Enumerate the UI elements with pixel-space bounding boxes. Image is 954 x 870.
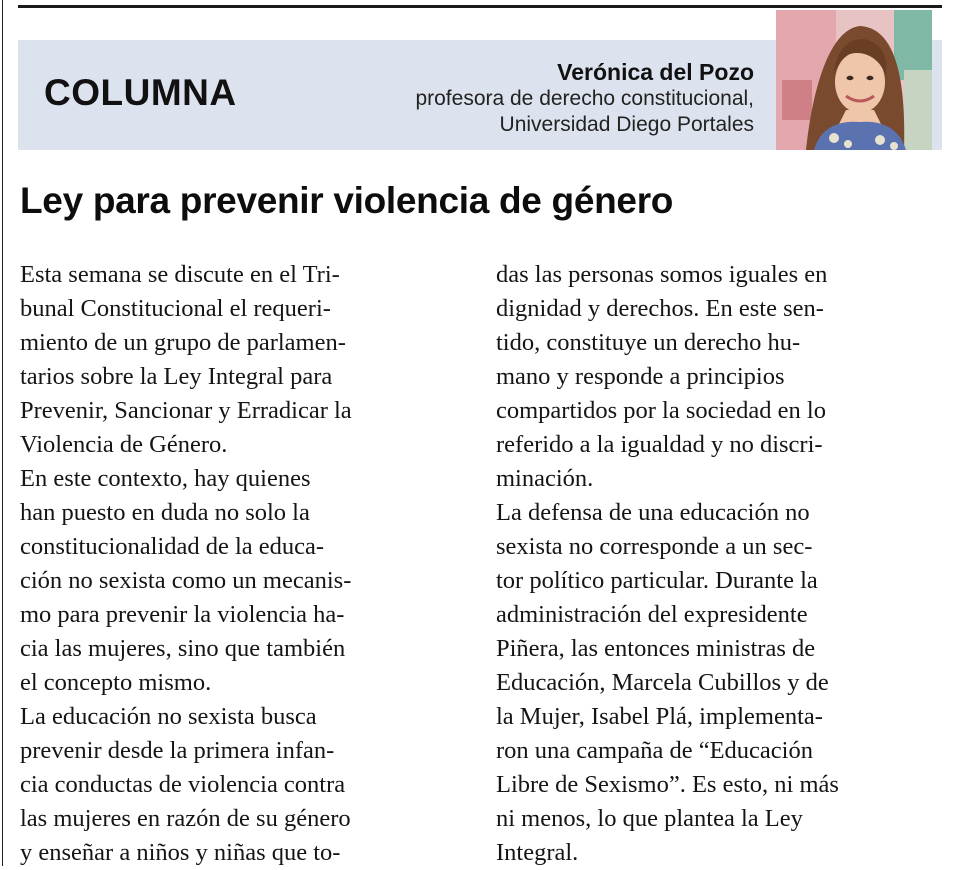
body-right-line: mano y responde a principios [496,363,785,390]
body-left-line: Violencia de Género. [20,431,228,458]
body-right-line: tor político particular. Durante la [496,567,818,594]
author-role-line1: profesora de derecho constitucional, [415,87,754,110]
author-photo [776,10,932,150]
author-name: Verónica del Pozo [557,59,754,85]
page-border [2,0,3,866]
body-left-line: constitucionalidad de la educa- [20,533,325,560]
body-left-line: Prevenir, Sancionar y Erradicar la [20,397,352,424]
body-right-line: Educación, Marcela Cubillos y de [496,669,829,696]
body-right-line: referido a la igualdad y no discri- [496,431,823,458]
top-rule [18,5,942,8]
body-left-line: La educación no sexista busca [20,703,317,730]
article-headline: Ley para prevenir violencia de género [20,180,674,221]
body-right-line: minación. [496,465,594,492]
article-body-left-column [20,258,470,870]
body-left-line: han puesto en duda no solo la [20,499,310,526]
author-portrait-icon [776,10,932,150]
article-body-right-column [496,258,946,870]
body-right-line: La defensa de una educación no [496,499,810,526]
body-left-line: y enseñar a niños y niñas que to- [20,839,341,866]
body-right-line: ron una campaña de “Educación [496,737,813,764]
body-left-line: Esta semana se discute en el Tri- [20,261,340,288]
body-left-line: el concepto mismo. [20,669,212,696]
body-right-line: la Mujer, Isabel Plá, implementa- [496,703,823,730]
body-right-line: das las personas somos iguales en [496,261,828,288]
body-right-line: sexista no corresponde a un sec- [496,533,813,560]
body-left-line: tarios sobre la Ley Integral para [20,363,333,390]
body-right-line: Integral. [496,839,579,866]
body-left-line: prevenir desde la primera infan- [20,737,335,764]
body-left-line: cia las mujeres, sino que también [20,635,346,662]
body-left-line: cia conductas de violencia contra [20,771,346,798]
body-right-line: compartidos por la sociedad en lo [496,397,826,424]
author-block [415,58,754,138]
body-right-line: dignidad y derechos. En este sen- [496,295,824,322]
body-right-line: administración del expresidente [496,601,808,628]
body-left-line: mo para prevenir la violencia ha- [20,601,345,628]
body-right-line: ni menos, lo que plantea la Ley [496,805,803,832]
body-right-line: tido, constituye un derecho hu- [496,329,801,356]
body-right-line: Libre de Sexismo”. Es esto, ni más [496,771,839,798]
body-left-line: las mujeres en razón de su género [20,805,351,832]
author-role-line2: Universidad Diego Portales [499,113,754,136]
body-right-line: Piñera, las entonces ministras de [496,635,816,662]
body-left-line: ción no sexista como un mecanis- [20,567,352,594]
body-left-line: bunal Constitucional el requeri- [20,295,331,322]
body-left-line: En este contexto, hay quienes [20,465,311,492]
section-label: COLUMNA [44,72,237,113]
body-left-line: miento de un grupo de parlamen- [20,329,346,356]
